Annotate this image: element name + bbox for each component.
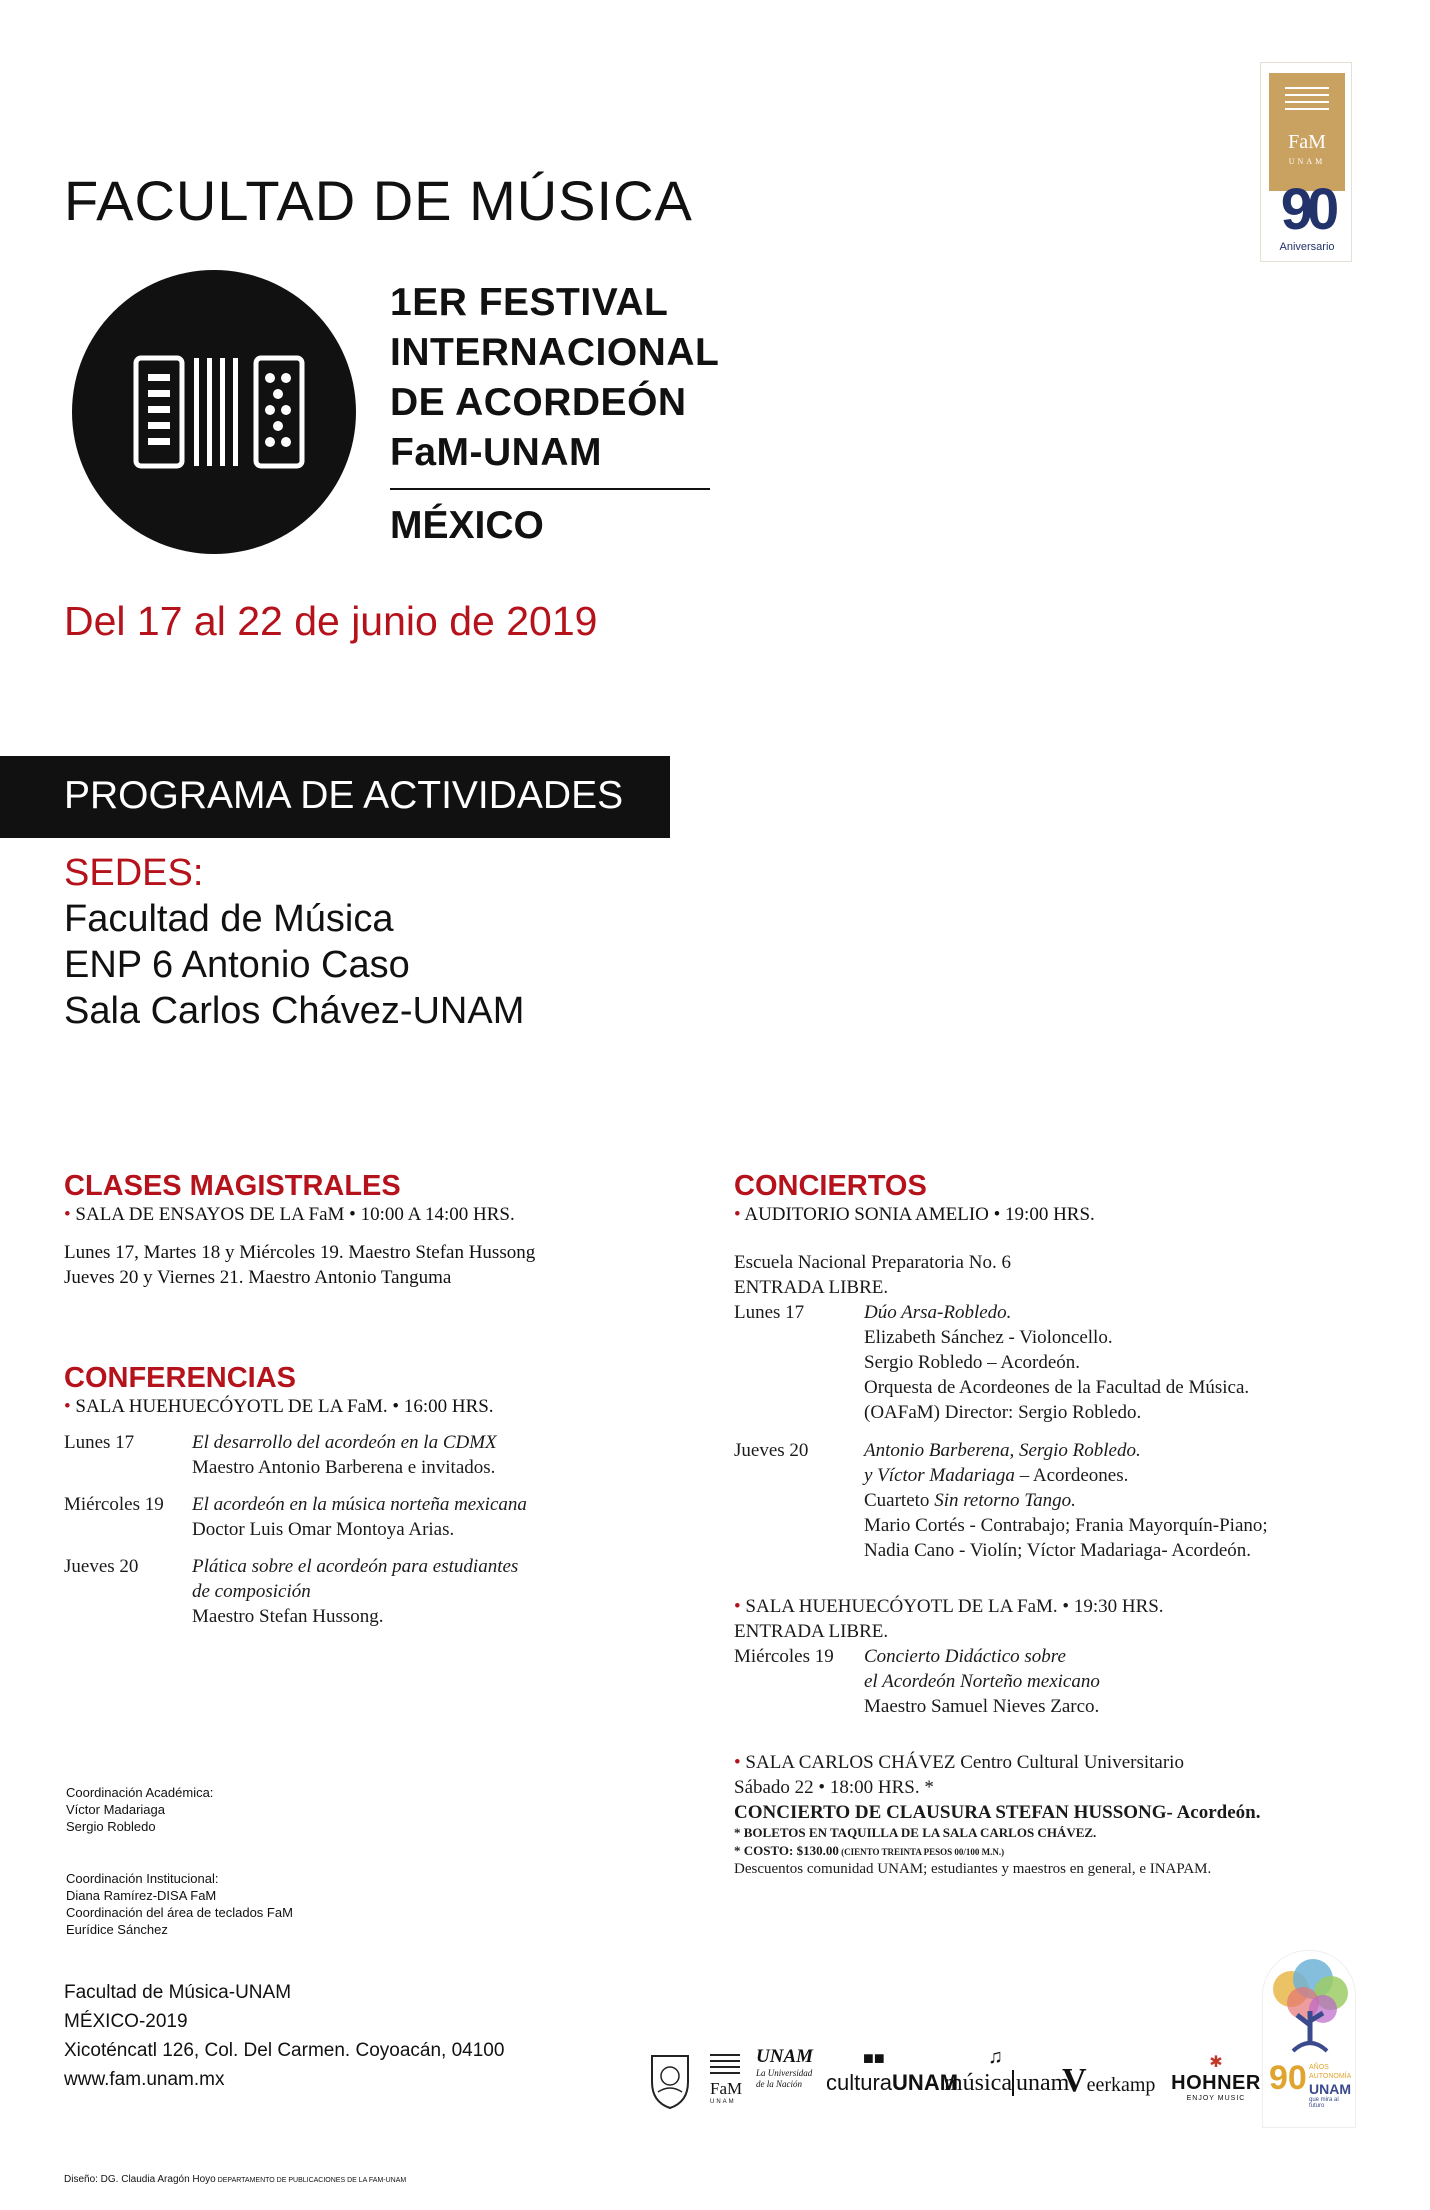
fam-sponsor-logo — [710, 2052, 744, 2105]
conference-day: Miércoles 19 — [64, 1494, 164, 1515]
sede-item: Facultad de Música — [64, 898, 394, 940]
footer-address — [64, 1978, 504, 2094]
concert-day: Miércoles 19 — [734, 1646, 834, 1667]
festival-line: 1ER FESTIVAL — [390, 281, 669, 324]
concert-entry: ENTRADA LIBRE. — [734, 1277, 889, 1298]
credit-line: Coordinación del área de teclados FaM — [66, 1905, 293, 1920]
sede-item: Sala Carlos Chávez-UNAM — [64, 990, 525, 1032]
conciertos-venue-1: • AUDITORIO SONIA AMELIO • 19:00 HRS. — [734, 1204, 1095, 1225]
unam-nacion-unam: UNAM — [756, 2046, 814, 2067]
concert-line: (OAFaM) Director: Sergio Robledo. — [864, 1402, 1142, 1423]
hohner-logo — [1168, 2052, 1264, 2102]
conciertos-venue-2: • SALA HUEHUECÓYOTL DE LA FaM. • 19:30 HRS. — [734, 1596, 1164, 1617]
conferencias-venue: • SALA HUEHUECÓYOTL DE LA FaM. • 16:00 HRS. — [64, 1396, 494, 1417]
clases-title: CLASES MAGISTRALES — [64, 1170, 401, 1202]
anniversary-number: 90 — [1280, 177, 1334, 242]
concert-entry: ENTRADA LIBRE. — [734, 1621, 889, 1642]
concert-tickets: * BOLETOS EN TAQUILLA DE LA SALA CARLOS CHÁVEZ. — [734, 1825, 1097, 1840]
hohner-tagline: ENJOY MUSIC — [1186, 2095, 1246, 2102]
conciertos-venue-3: • SALA CARLOS CHÁVEZ Centro Cultural Universitario — [734, 1752, 1184, 1773]
autonomia-tagline: que mira al futuro — [1309, 2097, 1339, 2109]
concert-day: Lunes 17 — [734, 1302, 805, 1323]
concert-line: Elizabeth Sánchez - Violoncello. — [864, 1327, 1113, 1348]
unam-nacion-logo — [756, 2046, 814, 2090]
festival-line: DE ACORDEÓN — [390, 381, 687, 424]
autonomia-unam: UNAM — [1309, 2081, 1351, 2097]
conference-title: El desarrollo del acordeón en la CDMX — [192, 1432, 497, 1453]
festival-line: FaM-UNAM — [390, 431, 602, 474]
unam-shield-icon — [648, 2052, 692, 2110]
fam-sponsor-text: FaM — [710, 2079, 743, 2098]
concert-line: Nadia Cano - Violín; Víctor Madariaga- Acordeón. — [864, 1540, 1252, 1561]
conciertos-title: CONCIERTOS — [734, 1170, 927, 1202]
concert-saturday: Sábado 22 • 18:00 HRS. * — [734, 1777, 934, 1798]
conferencias-title: CONFERENCIAS — [64, 1362, 297, 1394]
sponsor-logos — [648, 2046, 1268, 2126]
staff-lines-icon — [1285, 87, 1329, 115]
concert-line: el Acordeón Norteño mexicano — [864, 1671, 1100, 1692]
accordion-logo — [72, 270, 356, 554]
concert-cost: * COSTO: $130.00 (CIENTO TREINTA PESOS 00/100 M.N.) — [734, 1843, 1005, 1858]
sedes-label: SEDES: — [64, 852, 204, 894]
footer-line: Facultad de Música-UNAM — [64, 1982, 292, 2003]
conference-person: Maestro Antonio Barberena e invitados. — [192, 1457, 496, 1478]
unam-nacion-tagline: La Universidad de la Nación — [756, 2068, 813, 2089]
credit-line: Víctor Madariaga — [66, 1802, 165, 1817]
concert-line: Maestro Samuel Nieves Zarco. — [864, 1696, 1100, 1717]
conference-person: Doctor Luis Omar Montoya Arias. — [192, 1519, 455, 1540]
festival-name — [390, 278, 719, 478]
concert-line: Dúo Arsa-Robledo. — [864, 1302, 1012, 1323]
festival-dates: Del 17 al 22 de junio de 2019 — [64, 598, 598, 644]
page-title: FACULTAD DE MÚSICA — [64, 169, 693, 232]
sede-item: ENP 6 Antonio Caso — [64, 944, 410, 986]
hohner-icon: ✱ — [1209, 2054, 1223, 2071]
concert-closing: CONCIERTO DE CLAUSURA STEFAN HUSSONG- Acordeón. — [734, 1802, 1261, 1823]
clases-venue: • SALA DE ENSAYOS DE LA FaM • 10:00 A 14:00 HRS. — [64, 1204, 515, 1225]
credit-line: Eurídice Sánchez — [66, 1922, 168, 1937]
concert-line: Orquesta de Acordeones de la Facultad de Música. — [864, 1377, 1250, 1398]
anniversary-unam: UNAM — [1288, 157, 1326, 166]
concert-line: y Víctor Madariaga – Acordeones. — [864, 1465, 1129, 1486]
cultura-unam-icon: ■■ — [863, 2048, 885, 2068]
footer-website[interactable]: www.fam.unam.mx — [64, 2069, 225, 2090]
concert-line: Mario Cortés - Contrabajo; Frania Mayorquín-Piano; — [864, 1515, 1268, 1536]
concert-line: Cuarteto Sin retorno Tango. — [864, 1490, 1076, 1511]
tree-icon — [1263, 1951, 1356, 2061]
credit-line: Sergio Robledo — [66, 1819, 156, 1834]
cultura-unam-logo: culturaUNAM — [826, 2070, 959, 2095]
conference-title: Plática sobre el acordeón para estudiantes — [192, 1556, 519, 1577]
concert-line: Antonio Barberena, Sergio Robledo. — [864, 1440, 1141, 1461]
credit-line: Diana Ramírez-DISA FaM — [66, 1888, 217, 1903]
conference-person: Maestro Stefan Hussong. — [192, 1606, 384, 1627]
festival-divider — [390, 488, 710, 490]
hohner-text: HOHNER — [1171, 2072, 1261, 2094]
footer-line: MÉXICO-2019 — [64, 2011, 188, 2032]
veerkamp-logo: Veerkamp — [1062, 2062, 1156, 2099]
conferencias-list — [64, 1430, 664, 1690]
concert-line: Sergio Robledo – Acordeón. — [864, 1352, 1081, 1373]
credit-line: Coordinación Institucional: — [66, 1871, 219, 1886]
festival-line: INTERNACIONAL — [390, 331, 720, 374]
autonomia-number: 90 — [1269, 2059, 1307, 2097]
concert-line: Concierto Didáctico sobre — [864, 1646, 1066, 1667]
credits-academica — [66, 1784, 213, 1835]
staff-lines-icon — [710, 2052, 744, 2074]
anniversary-fam: FaM — [1288, 131, 1326, 153]
musica-unam-icon: ♫ — [988, 2046, 1003, 2068]
conference-title-cont: de composición — [192, 1581, 311, 1602]
concert-day: Jueves 20 — [734, 1440, 809, 1461]
anniversary-label: Aniversario — [1279, 241, 1335, 253]
fam-sponsor-unam: UNAM — [710, 2099, 736, 2105]
clases-line: Lunes 17, Martes 18 y Miércoles 19. Maestro Stefan Hussong — [64, 1242, 536, 1263]
concert-school: Escuela Nacional Preparatoria No. 6 — [734, 1252, 1011, 1273]
fam-90-anniversary-logo — [1260, 62, 1352, 262]
conference-day: Lunes 17 — [64, 1432, 135, 1453]
program-banner-text: PROGRAMA DE ACTIVIDADES — [64, 774, 624, 817]
anniversary-gold-panel — [1269, 73, 1345, 191]
clases-line: Jueves 20 y Viernes 21. Maestro Antonio Tanguma — [64, 1267, 452, 1288]
autonomia-text: AÑOS AUTONOMÍA — [1309, 2064, 1352, 2080]
credits-institucional — [66, 1870, 293, 1938]
festival-country: MÉXICO — [390, 504, 544, 547]
footer-line: Xicoténcatl 126, Col. Del Carmen. Coyoacán, 04100 — [64, 2040, 505, 2061]
designer-credit: Diseño: DG. Claudia Aragón Hoyo DEPARTAMENTO DE PUBLICACIONES DE LA FAM-UNAM — [64, 2174, 407, 2185]
concert-discounts: Descuentos comunidad UNAM; estudiantes y maestros en general, e INAPAM. — [734, 1861, 1212, 1877]
conference-title: El acordeón en la música norteña mexicana — [192, 1494, 527, 1515]
musica-unam-logo: música unam — [944, 2070, 1070, 2096]
accordion-icon — [72, 270, 356, 554]
autonomia-unam-logo — [1262, 1950, 1356, 2128]
conference-day: Jueves 20 — [64, 1556, 139, 1577]
conciertos-list — [734, 1250, 1374, 1890]
credit-line: Coordinación Académica: — [66, 1785, 214, 1800]
